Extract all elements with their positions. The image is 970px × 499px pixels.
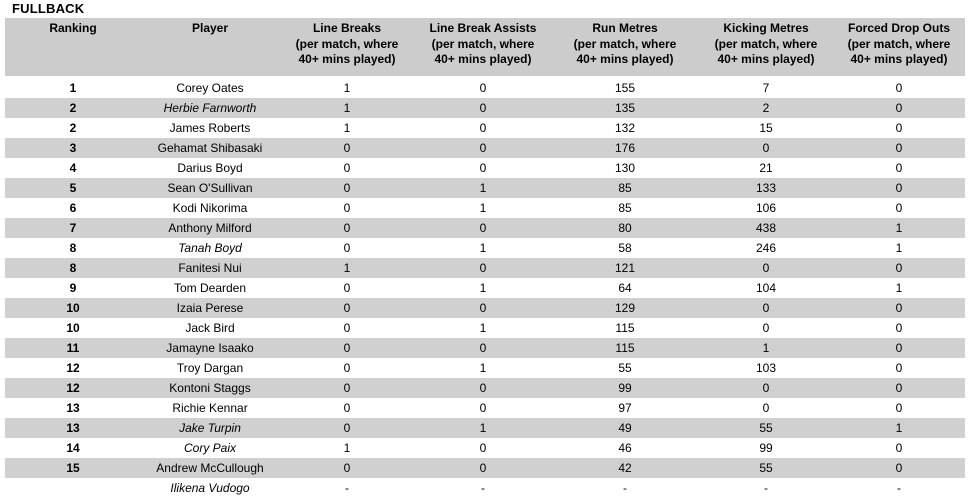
line-break-assists-cell: 0: [415, 458, 551, 478]
line-breaks-cell: 1: [343, 81, 351, 95]
table-row: [5, 138, 965, 158]
column-header-qualifier: 40+ mins played): [717, 52, 815, 66]
line-break-assists-cell: 0: [479, 121, 487, 135]
rank-cell: 14: [66, 441, 80, 455]
rank-cell: 8: [5, 258, 141, 278]
player-name-cell: Tom Dearden: [173, 281, 247, 295]
line-break-assists-cell: 1: [479, 361, 487, 375]
line-breaks-cell: 0: [343, 401, 351, 415]
run-metres-cell: 64: [618, 281, 632, 295]
rank-cell: 3: [5, 138, 141, 158]
line-break-assists-cell: 0: [479, 401, 487, 415]
line-break-assists-cell: -: [481, 481, 485, 495]
rank-cell: 12: [66, 361, 80, 375]
line-breaks-cell: 1: [343, 121, 351, 135]
line-break-assists-cell: 1: [415, 418, 551, 438]
line-breaks-cell: 1: [279, 98, 415, 118]
column-header-qualifier: 40+ mins played): [576, 52, 674, 66]
column-header-qualifier: (per match, where: [431, 36, 535, 51]
line-break-assists-cell: 0: [415, 378, 551, 398]
player-name-cell: Andrew McCullough: [141, 458, 279, 478]
kicking-metres-cell: 0: [699, 298, 833, 318]
column-header-qualifier: 40+ mins played): [434, 52, 532, 66]
line-breaks-cell: 0: [279, 458, 415, 478]
run-metres-cell: 42: [551, 458, 699, 478]
player-name-cell: Troy Dargan: [176, 361, 244, 375]
run-metres-cell: 129: [551, 298, 699, 318]
kicking-metres-cell: 106: [755, 201, 777, 215]
player-name-cell: Anthony Milford: [141, 218, 279, 238]
line-breaks-cell: 1: [279, 258, 415, 278]
run-metres-cell: 155: [614, 81, 636, 95]
run-metres-cell: 85: [551, 178, 699, 198]
table-row: [5, 338, 965, 358]
line-break-assists-cell: 0: [479, 81, 487, 95]
table-row: [5, 298, 965, 318]
table-row: [5, 398, 965, 418]
forced-drop-outs-cell: 0: [833, 338, 965, 358]
kicking-metres-cell: 133: [699, 178, 833, 198]
forced-drop-outs-cell: 0: [833, 298, 965, 318]
run-metres-cell: 132: [614, 121, 636, 135]
table-row: [5, 318, 965, 338]
forced-drop-outs-cell: 0: [895, 321, 903, 335]
forced-drop-outs-cell: 0: [833, 458, 965, 478]
player-name-cell: Darius Boyd: [177, 161, 243, 175]
player-name-cell: Fanitesi Nui: [141, 258, 279, 278]
column-header-qualifier: 40+ mins played): [850, 52, 948, 66]
column-header-label: Kicking Metres: [723, 21, 809, 35]
table-row: [5, 438, 965, 458]
line-breaks-cell: 0: [279, 298, 415, 318]
forced-drop-outs-cell: 1: [895, 241, 903, 255]
player-name-cell: Herbie Farnworth: [141, 98, 279, 118]
column-header-forced-drop-outs: [833, 18, 965, 77]
player-name-cell: Gehamat Shibasaki: [141, 138, 279, 158]
forced-drop-outs-cell: 0: [895, 161, 903, 175]
table-row: [5, 178, 965, 198]
column-header-qualifier: 40+ mins played): [298, 52, 396, 66]
kicking-metres-cell: 0: [699, 138, 833, 158]
column-header-player: [141, 18, 279, 77]
player-name-cell: James Roberts: [169, 121, 251, 135]
run-metres-cell: 176: [551, 138, 699, 158]
run-metres-cell: 85: [618, 201, 632, 215]
forced-drop-outs-cell: 0: [895, 121, 903, 135]
line-break-assists-cell: 1: [479, 241, 487, 255]
rank-cell: 9: [69, 281, 77, 295]
forced-drop-outs-cell: 0: [833, 98, 965, 118]
table-row: [5, 218, 965, 238]
player-name-cell: Sean O'Sullivan: [141, 178, 279, 198]
column-header-run-metres: [551, 18, 699, 77]
table-row: [5, 238, 965, 258]
line-break-assists-cell: 1: [415, 178, 551, 198]
run-metres-cell: 115: [615, 321, 635, 335]
forced-drop-outs-cell: 1: [895, 281, 903, 295]
player-name-cell: Kontoni Staggs: [141, 378, 279, 398]
forced-drop-outs-cell: 1: [833, 418, 965, 438]
table-row: [5, 77, 965, 98]
player-name-cell: Cory Paix: [183, 441, 236, 455]
player-name-cell: Jamayne Isaako: [141, 338, 279, 358]
player-name-cell: Jack Bird: [185, 321, 235, 335]
column-header-kicking-metres: [699, 18, 833, 77]
forced-drop-outs-cell: 0: [833, 138, 965, 158]
run-metres-cell: 97: [618, 401, 632, 415]
table-row: [5, 278, 965, 298]
column-header-label: Ranking: [49, 21, 97, 35]
forced-drop-outs-cell: 0: [833, 258, 965, 278]
line-breaks-cell: 0: [279, 218, 415, 238]
run-metres-cell: 55: [618, 361, 632, 375]
line-break-assists-cell: 0: [415, 258, 551, 278]
line-breaks-cell: 0: [343, 161, 351, 175]
forced-drop-outs-cell: 0: [833, 378, 965, 398]
kicking-metres-cell: 1: [699, 338, 833, 358]
player-name-cell: Tanah Boyd: [178, 241, 242, 255]
table-row: [5, 418, 965, 438]
column-header-qualifier: (per match, where: [573, 36, 677, 51]
line-breaks-cell: 0: [343, 361, 351, 375]
run-metres-cell: 130: [614, 161, 636, 175]
kicking-metres-cell: 0: [699, 378, 833, 398]
line-breaks-cell: 0: [279, 138, 415, 158]
player-name-cell: Richie Kennar: [172, 401, 248, 415]
line-break-assists-cell: 0: [415, 298, 551, 318]
forced-drop-outs-cell: 0: [895, 441, 903, 455]
rank-cell: 15: [5, 458, 141, 478]
kicking-metres-cell: 0: [762, 321, 770, 335]
run-metres-cell: 99: [551, 378, 699, 398]
rank-cell: 10: [5, 298, 141, 318]
rank-cell: 11: [5, 338, 141, 358]
line-breaks-cell: 0: [343, 281, 351, 295]
table-row: [5, 478, 965, 498]
kicking-metres-cell: 438: [699, 218, 833, 238]
rank-cell: 4: [69, 161, 77, 175]
run-metres-cell: 49: [551, 418, 699, 438]
kicking-metres-cell: 55: [699, 458, 833, 478]
kicking-metres-cell: 0: [699, 258, 833, 278]
line-breaks-cell: 0: [343, 201, 351, 215]
kicking-metres-cell: 2: [699, 98, 833, 118]
table-row: [5, 258, 965, 278]
kicking-metres-cell: 104: [755, 281, 777, 295]
player-name-cell: Ilikena Vudogo: [170, 481, 250, 495]
column-header-label: Line Breaks: [312, 21, 382, 35]
line-breaks-cell: 0: [343, 321, 351, 335]
table-row: [5, 358, 965, 378]
kicking-metres-cell: 99: [759, 441, 773, 455]
line-break-assists-cell: 0: [479, 441, 487, 455]
column-header-qualifier: (per match, where: [847, 36, 951, 51]
line-breaks-cell: 0: [279, 418, 415, 438]
line-breaks-cell: 1: [343, 441, 351, 455]
rank-cell: 7: [5, 218, 141, 238]
rank-cell: 2: [5, 98, 141, 118]
column-header-label: Player: [191, 21, 229, 35]
run-metres-cell: 121: [551, 258, 699, 278]
column-header-ranking: [5, 18, 141, 77]
rank-cell: 5: [5, 178, 141, 198]
rank-cell: 13: [66, 401, 80, 415]
table-row: [5, 118, 965, 138]
forced-drop-outs-cell: -: [897, 481, 901, 495]
forced-drop-outs-cell: 0: [895, 201, 903, 215]
rank-cell: 6: [69, 201, 77, 215]
forced-drop-outs-cell: 0: [833, 178, 965, 198]
run-metres-cell: 80: [551, 218, 699, 238]
kicking-metres-cell: 55: [699, 418, 833, 438]
kicking-metres-cell: 103: [755, 361, 777, 375]
fullback-stats-table: [5, 18, 965, 498]
column-header-line-break-assists: [415, 18, 551, 77]
table-row: [5, 198, 965, 218]
table-row: [5, 458, 965, 478]
column-header-label: Forced Drop Outs: [847, 21, 950, 35]
line-breaks-cell: 0: [343, 241, 351, 255]
rank-cell: 2: [69, 121, 77, 135]
line-breaks-cell: 0: [279, 378, 415, 398]
line-breaks-cell: -: [345, 481, 349, 495]
column-header-qualifier: (per match, where: [714, 36, 818, 51]
rank-cell: 12: [5, 378, 141, 398]
table-body: [5, 77, 965, 498]
table-row: [5, 378, 965, 398]
line-break-assists-cell: 0: [479, 161, 487, 175]
forced-drop-outs-cell: 0: [895, 81, 903, 95]
rank-cell: 8: [69, 241, 77, 255]
line-break-assists-cell: 0: [415, 218, 551, 238]
line-break-assists-cell: 0: [415, 98, 551, 118]
kicking-metres-cell: 246: [755, 241, 777, 255]
run-metres-cell: -: [623, 481, 627, 495]
run-metres-cell: 58: [618, 241, 632, 255]
kicking-metres-cell: -: [764, 481, 768, 495]
header-row: [5, 18, 965, 77]
line-break-assists-cell: 1: [479, 201, 487, 215]
player-name-cell: Izaia Perese: [141, 298, 279, 318]
forced-drop-outs-cell: 0: [895, 401, 903, 415]
column-header-label: Line Break Assists: [429, 21, 537, 35]
player-name-cell: Kodi Nikorima: [172, 201, 248, 215]
kicking-metres-cell: 7: [762, 81, 770, 95]
rank-cell: 13: [5, 418, 141, 438]
kicking-metres-cell: 0: [762, 401, 770, 415]
rank-cell: 10: [66, 321, 80, 335]
column-header-qualifier: (per match, where: [295, 36, 399, 51]
line-break-assists-cell: 1: [479, 281, 487, 295]
run-metres-cell: 115: [551, 338, 699, 358]
column-header-label: Run Metres: [592, 21, 658, 35]
column-header-line-breaks: [279, 18, 415, 77]
player-name-cell: Jake Turpin: [141, 418, 279, 438]
kicking-metres-cell: 21: [759, 161, 773, 175]
rank-cell: [5, 478, 141, 498]
section-title: FULLBACK: [12, 1, 85, 16]
forced-drop-outs-cell: 0: [895, 361, 903, 375]
kicking-metres-cell: 15: [759, 121, 773, 135]
forced-drop-outs-cell: 1: [833, 218, 965, 238]
run-metres-cell: 46: [618, 441, 632, 455]
line-breaks-cell: 0: [279, 338, 415, 358]
table-row: [5, 98, 965, 118]
line-break-assists-cell: 0: [415, 138, 551, 158]
line-break-assists-cell: 0: [415, 338, 551, 358]
table-row: [5, 158, 965, 178]
rank-cell: 1: [69, 81, 77, 95]
run-metres-cell: 135: [551, 98, 699, 118]
player-name-cell: Corey Oates: [176, 81, 244, 95]
line-breaks-cell: 0: [279, 178, 415, 198]
line-break-assists-cell: 1: [479, 321, 487, 335]
